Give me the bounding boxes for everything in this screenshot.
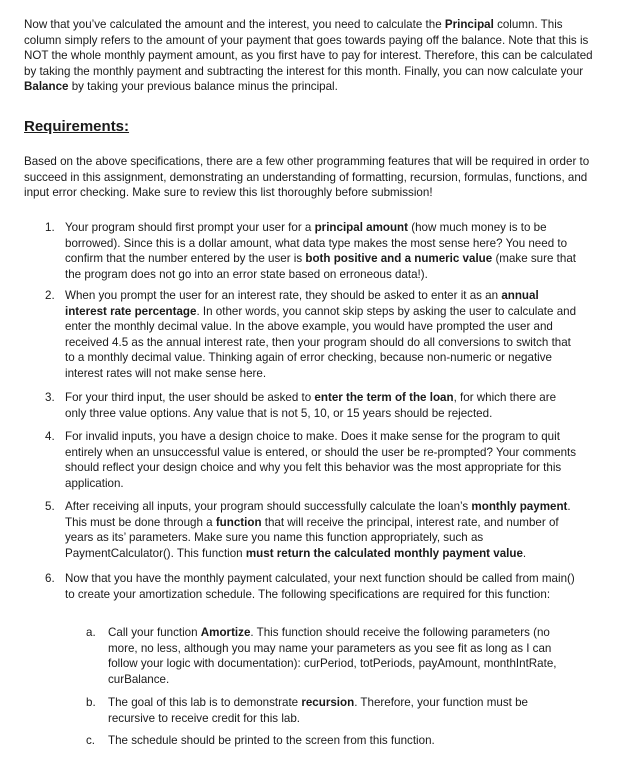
list-item-text: Now that you have the monthly payment calculated, your next function should be called from main() to create your amortization schedule. The following specifications are required for this function:: [65, 572, 575, 601]
bold-function: function: [215, 515, 262, 529]
text-run: . Therefore, your function must be recursive to receive credit for this lab.: [108, 696, 528, 725]
sub-item-letter: a.: [86, 626, 96, 639]
bold-recursion: recursion: [301, 696, 355, 709]
sub-item-letter: b.: [86, 696, 96, 709]
intro-text-3: by taking your previous balance minus the principal.: [68, 80, 338, 94]
list-item-number: 3.: [45, 391, 55, 404]
list-item-text: [65, 288, 580, 382]
text-run: , for which there are only three value options. Any value that is not 5, 10, or 15 years should be rejected.: [65, 391, 557, 420]
text-run: (how much money is to be borrowed). Since this is a dollar amount, what data type makes the most sense here? You need to confirm that the number entered by the user is: [65, 221, 568, 266]
bold-annual-rate: annual interest rate percentage: [65, 289, 539, 318]
list-item-text: For invalid inputs, you have a design choice to make. Does it make sense for the program to quit entirely when an unsuccessful value is entered, or should the user be re-prompted? Your comments should reflect your design choice and why you felt this behavior was the most appropriate for this application.: [65, 430, 577, 490]
sub-item-text: The schedule should be printed to the screen from this function.: [108, 734, 435, 747]
sub-item-text: [108, 695, 578, 726]
list-item-text: [65, 220, 580, 282]
text-run: Your program should first prompt your user for a: [65, 221, 315, 234]
list-item-number: 2.: [45, 289, 55, 302]
text-run: The goal of this lab is to demonstrate: [108, 696, 302, 709]
list-item-number: 4.: [45, 430, 55, 443]
text-run: For your third input, the user should be asked to: [65, 391, 315, 404]
text-run: . This function should receive the following parameters (no more, no less, although you may name your parameters as you see fit as long as I can follow your logic with documentation): curPeriod, totPeriods, payAmount, monthIntRate, curBalance.: [108, 626, 557, 686]
intro-bold-principal: Principal: [444, 18, 494, 31]
list-item-2: [45, 288, 580, 382]
sub-item-b: [86, 695, 578, 726]
list-item-number: 1.: [45, 221, 55, 234]
sub-item-a: [86, 625, 578, 687]
text-run: . In other words, you cannot skip steps by asking the user to calculate and enter the monthly decimal value. In the above example, you would have prompted the user and received 4.5 as the annual interest rate, then your program should do all conversions to switch that to a monthly decimal value. Thinking again of error checking, because non-numeric or negative interest rates will not make sense here.: [65, 304, 577, 380]
intro-text-1: Now that you’ve calculated the amount and the interest, you need to calculate the: [24, 18, 445, 31]
intro-paragraph: [24, 17, 594, 95]
requirements-heading: Requirements:: [24, 118, 130, 135]
intro-bold-balance: Balance: [24, 80, 69, 94]
list-item-number: 6.: [45, 572, 55, 585]
text-run: After receiving all inputs, your program should successfully calculate the loan’s: [65, 500, 472, 513]
text-run: Call your function: [108, 626, 201, 639]
bold-principal-amount: principal amount: [314, 221, 408, 234]
list-item-3: [45, 390, 580, 421]
list-item-1: [45, 220, 580, 282]
text-run: that will receive the principal, interest rate, and number of years as its’ parameters. Make sure you name this function appropriately, such as PaymentCalculator(). This function: [65, 515, 559, 560]
list-item-6: [45, 571, 580, 602]
sub-item-c: [86, 733, 578, 749]
text-run: When you prompt the user for an interest rate, they should be asked to enter it as an: [65, 289, 502, 302]
bold-must-return: must return the calculated monthly payment value: [245, 546, 523, 560]
text-run: . This must be done through a: [65, 500, 571, 529]
bold-loan-term: enter the term of the loan: [314, 391, 454, 404]
text-run: .: [522, 546, 527, 560]
intro-text-2: column. This column simply refers to the amount of your payment that goes towards paying off the balance. Note that this is NOT the whole monthly payment amount, as you first have to pay for interest. Therefore, this can be calculated by taking the monthly payment and subtracting the interest for this month. Finally, you can now calculate your: [24, 18, 593, 78]
list-item-text: [65, 499, 580, 561]
list-item-number: 5.: [45, 500, 55, 513]
list-item-4: [45, 429, 580, 491]
text-run: (make sure that the program does not go into an error state based on erroneous data!).: [65, 252, 576, 281]
bold-amortize: Amortize: [200, 626, 251, 639]
list-item-text: [65, 390, 580, 421]
list-item-5: [45, 499, 580, 561]
sub-item-letter: c.: [86, 734, 96, 747]
bold-monthly-payment: monthly payment: [471, 500, 568, 513]
sub-item-text: [108, 625, 578, 687]
bold-positive-numeric: both positive and a numeric value: [305, 252, 493, 266]
spec-paragraph: Based on the above specifications, there are a few other programming features that will be required in order to succeed in this assignment, demonstrating an understanding of formatting, recursion, formulas, functions, and input error checking. Make sure to review this list thoroughly before submission!: [24, 155, 590, 200]
